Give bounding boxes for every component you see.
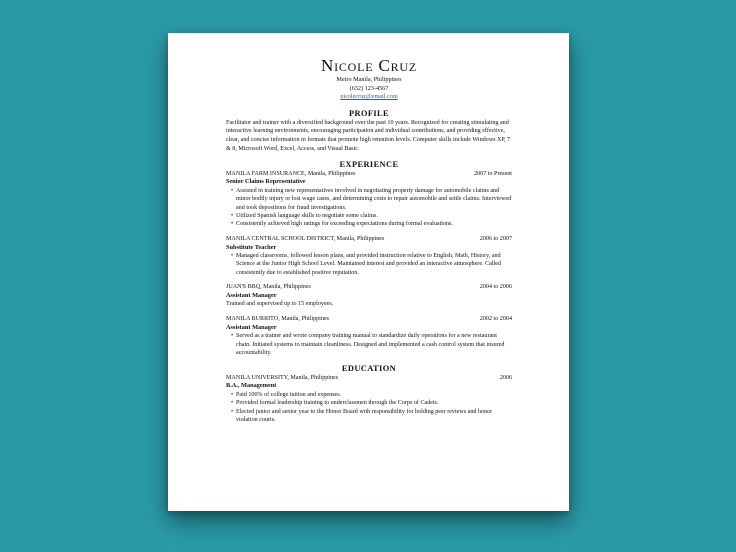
graduation-year: 2006 xyxy=(499,374,512,381)
job-employer: JUAN'S BBQ, Manila, Philippines xyxy=(226,284,311,291)
contact-block xyxy=(226,76,512,102)
job-employer: MANILA CENTRAL SCHOOL DISTRICT, Manila, Philippines xyxy=(226,235,385,242)
job-employer: MANILA BURRITO, Manila, Philippines xyxy=(226,316,329,323)
education-bullets xyxy=(226,391,512,425)
job-entry xyxy=(226,315,512,357)
job-entry xyxy=(226,235,512,277)
experience-heading: EXPERIENCE xyxy=(339,159,399,169)
education-heading: EDUCATION xyxy=(341,363,397,373)
degree: B.A., Management xyxy=(226,382,277,390)
location: Metro Manila, Philippines xyxy=(336,76,402,83)
bullet-item: • Consistently achieved high ratings for exceeding expectations during formal evaluations. xyxy=(231,220,512,228)
profile-text: Facilitator and trainer with a diversified background over the past 10 years. Recognized for creating stimulating and interactive learning environments, encouraging participation and individual contributions, and providing effective, clear, and concise information in formats that promote high retention levels. Computer skills include Windows XP, 7 & 8, Microsoft Word, Excel, Access, and Visual Basic. xyxy=(226,119,511,152)
job-bullets xyxy=(226,187,512,229)
bullet-item: • Utilized Spanish language skills to negotiate some claims. xyxy=(231,212,512,220)
bullet-item: • Paid 100% of college tuition and expenses. xyxy=(231,391,512,399)
bullet-item: • Provided formal leadership training to underclassmen through the Corps of Cadets. xyxy=(231,399,512,407)
resume-page xyxy=(168,33,569,511)
job-entry xyxy=(226,170,512,229)
job-bullets xyxy=(226,332,512,357)
bullet-item: • Served as a trainer and wrote company training manual to standardize daily operations for a new restaurant chain. Initiated systems to maintain cleanliness. Designed and implemented a cash control system that insured accountability. xyxy=(231,332,512,357)
bullet-item: • Managed classrooms, followed lesson plans, and provided instruction relative to English, Math, History, and Science at the Junior High School Level. Maintained interest and provided an interactive atmosphere. Called consistently due to established positive reputation. xyxy=(231,252,512,277)
job-position: Assistant Manager xyxy=(226,323,277,331)
job-position: Assistant Manager xyxy=(226,291,277,299)
job-dates: 2006 to 2007 xyxy=(479,235,512,242)
job-dates: 2004 to 2006 xyxy=(479,284,512,291)
profile-heading: PROFILE xyxy=(348,108,390,118)
email-link[interactable]: nicolecruz@email.com xyxy=(340,93,398,101)
job-position: Substitute Teacher xyxy=(226,243,277,251)
bullet-item: • Elected junior and senior year to the Honor Board with responsibility for holding peer reviews and honor violation courts. xyxy=(231,408,512,425)
job-entry xyxy=(226,283,512,309)
school-name: MANILA UNIVERSITY, Manila, Philippines xyxy=(226,374,339,381)
job-bullets xyxy=(226,252,512,277)
job-employer: MANILA FARM INSURANCE, Manila, Philippines xyxy=(226,170,356,177)
candidate-name: Nicole Cruz xyxy=(321,56,417,75)
bullet-item: • Assisted in training new representatives involved in negotiating property damage for automobile claims and minor bodily injury or lost wage cases, and determining costs to repair automobile and settle claims. Interviewed and took depositions for fraud investigations. xyxy=(231,187,512,212)
job-position: Senior Claims Representative xyxy=(226,178,306,186)
phone: (632) 123-4567 xyxy=(349,84,389,92)
job-description: Trained and supervised up to 15 employees. xyxy=(226,301,334,308)
job-dates: 2007 to Present xyxy=(474,170,512,177)
education-entry xyxy=(226,374,512,425)
job-dates: 2002 to 2004 xyxy=(479,316,512,323)
